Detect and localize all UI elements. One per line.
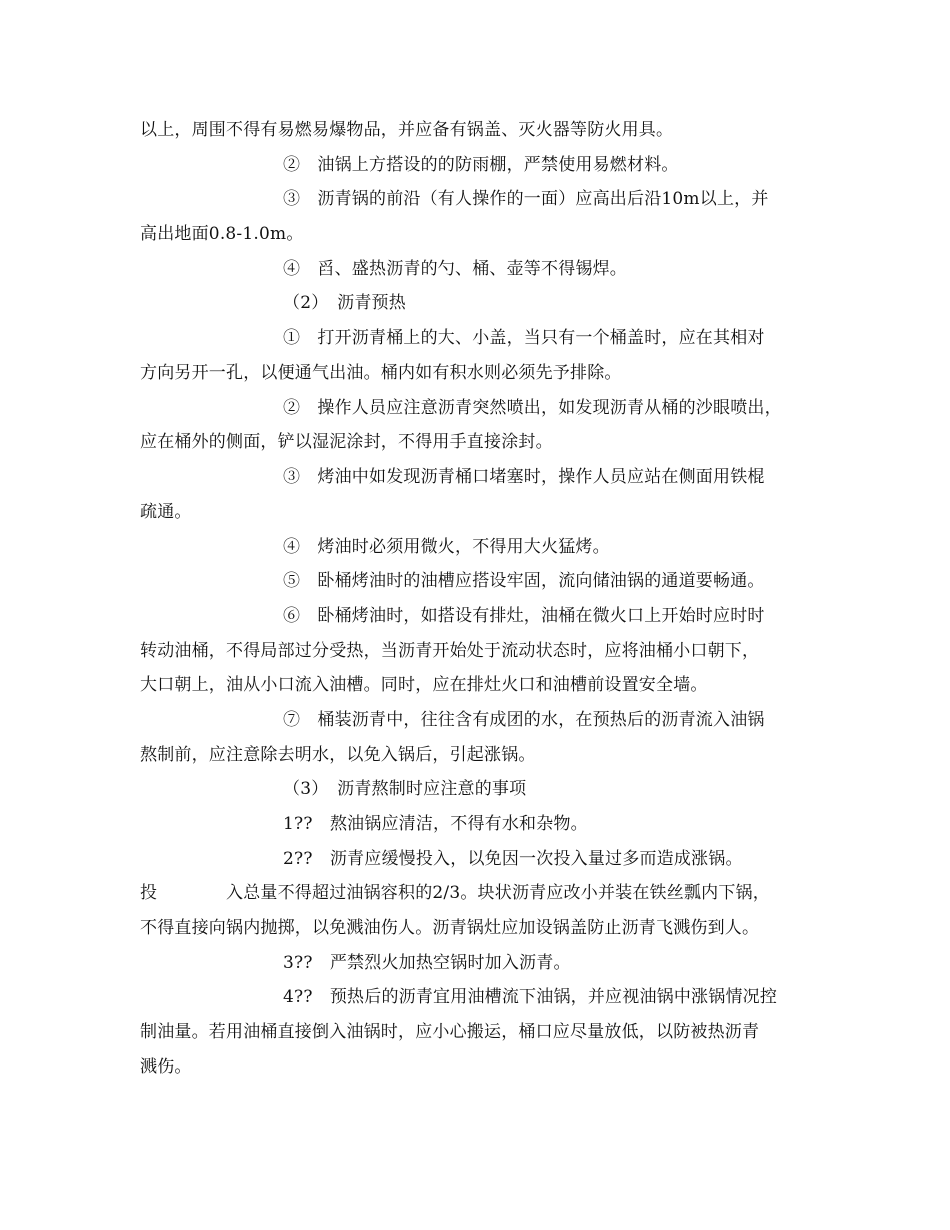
text-line-7: ① 打开沥青桶上的大、小盖，当只有一个桶盖时，应在其相对 — [283, 328, 765, 348]
text-line-8: 方向另开一孔，以便通气出油。桶内如有积水则必须先予排除。 — [140, 363, 622, 383]
text-line-9: ② 操作人员应注意沥青突然喷出，如发现沥青从桶的沙眼喷出， — [283, 398, 782, 418]
text-line-2: ② 油锅上方搭设的的防雨棚，严禁使用易燃材料。 — [283, 155, 679, 175]
text-line-27: 制油量。若用油桶直接倒入油锅时，应小心搬运，桶口应尽量放低，以防被热沥青 — [140, 1022, 760, 1042]
text-line-16: 转动油桶，不得局部过分受热，当沥青开始处于流动状态时，应将油桶小口朝下， — [140, 641, 760, 661]
text-line-24: 不得直接向锅内抛掷，以免溅油伤人。沥青锅灶应加设锅盖防止沥青飞溅伤到人。 — [140, 918, 760, 938]
section-heading-3: （3） 沥青熬制时应注意的事项 — [283, 779, 527, 799]
text-line-25: 3?? 严禁烈火加热空锅时加入沥青。 — [283, 953, 571, 973]
text-line-14: ⑤ 卧桶烤油时的油槽应搭设牢固，流向储油锅的通道要畅通。 — [283, 571, 765, 591]
text-line-4: 高出地面0.8-1.0m。 — [140, 224, 304, 244]
text-line-3: ③ 沥青锅的前沿（有人操作的一面）应高出后沿10m以上，并 — [283, 189, 769, 209]
text-line-5: ④ 舀、盛热沥青的勺、桶、壶等不得锡焊。 — [283, 259, 627, 279]
text-line-18: ⑦ 桶装沥青中，往往含有成团的水，在预热后的沥青流入油锅 — [283, 710, 765, 730]
text-line-22: 2?? 沥青应缓慢投入，以免因一次投入量过多而造成涨锅。 — [283, 849, 743, 869]
text-line-10: 应在桶外的侧面，铲以湿泥涂封，不得用手直接涂封。 — [140, 432, 553, 452]
text-line-21: 1?? 熬油锅应清洁，不得有水和杂物。 — [283, 814, 588, 834]
text-line-11: ③ 烤油中如发现沥青桶口堵塞时，操作人员应站在侧面用铁棍 — [283, 467, 765, 487]
text-line-28: 溅伤。 — [140, 1057, 192, 1077]
section-heading-2: （2） 沥青预热 — [283, 293, 406, 313]
text-line-23a: 投 — [140, 883, 158, 903]
text-line-17: 大口朝上，油从小口流入油槽。同时，应在排灶火口和油槽前设置安全墙。 — [140, 675, 708, 695]
text-line-26: 4?? 预热后的沥青宜用油槽流下油锅，并应视油锅中涨锅情况控 — [283, 987, 778, 1007]
text-line-1: 以上，周围不得有易燃易爆物品，并应备有锅盖、灭火器等防火用具。 — [140, 120, 674, 140]
text-line-15: ⑥ 卧桶烤油时，如搭设有排灶，油桶在微火口上开始时应时时 — [283, 606, 765, 626]
text-line-12: 疏通。 — [140, 502, 192, 522]
text-line-19: 熬制前，应注意除去明水，以免入锅后，引起涨锅。 — [140, 745, 536, 765]
text-line-23b: 入总量不得超过油锅容积的2/3。块状沥青应改小并装在铁丝瓢内下锅， — [226, 883, 770, 903]
text-line-13: ④ 烤油时必须用微火，不得用大火猛烤。 — [283, 537, 610, 557]
